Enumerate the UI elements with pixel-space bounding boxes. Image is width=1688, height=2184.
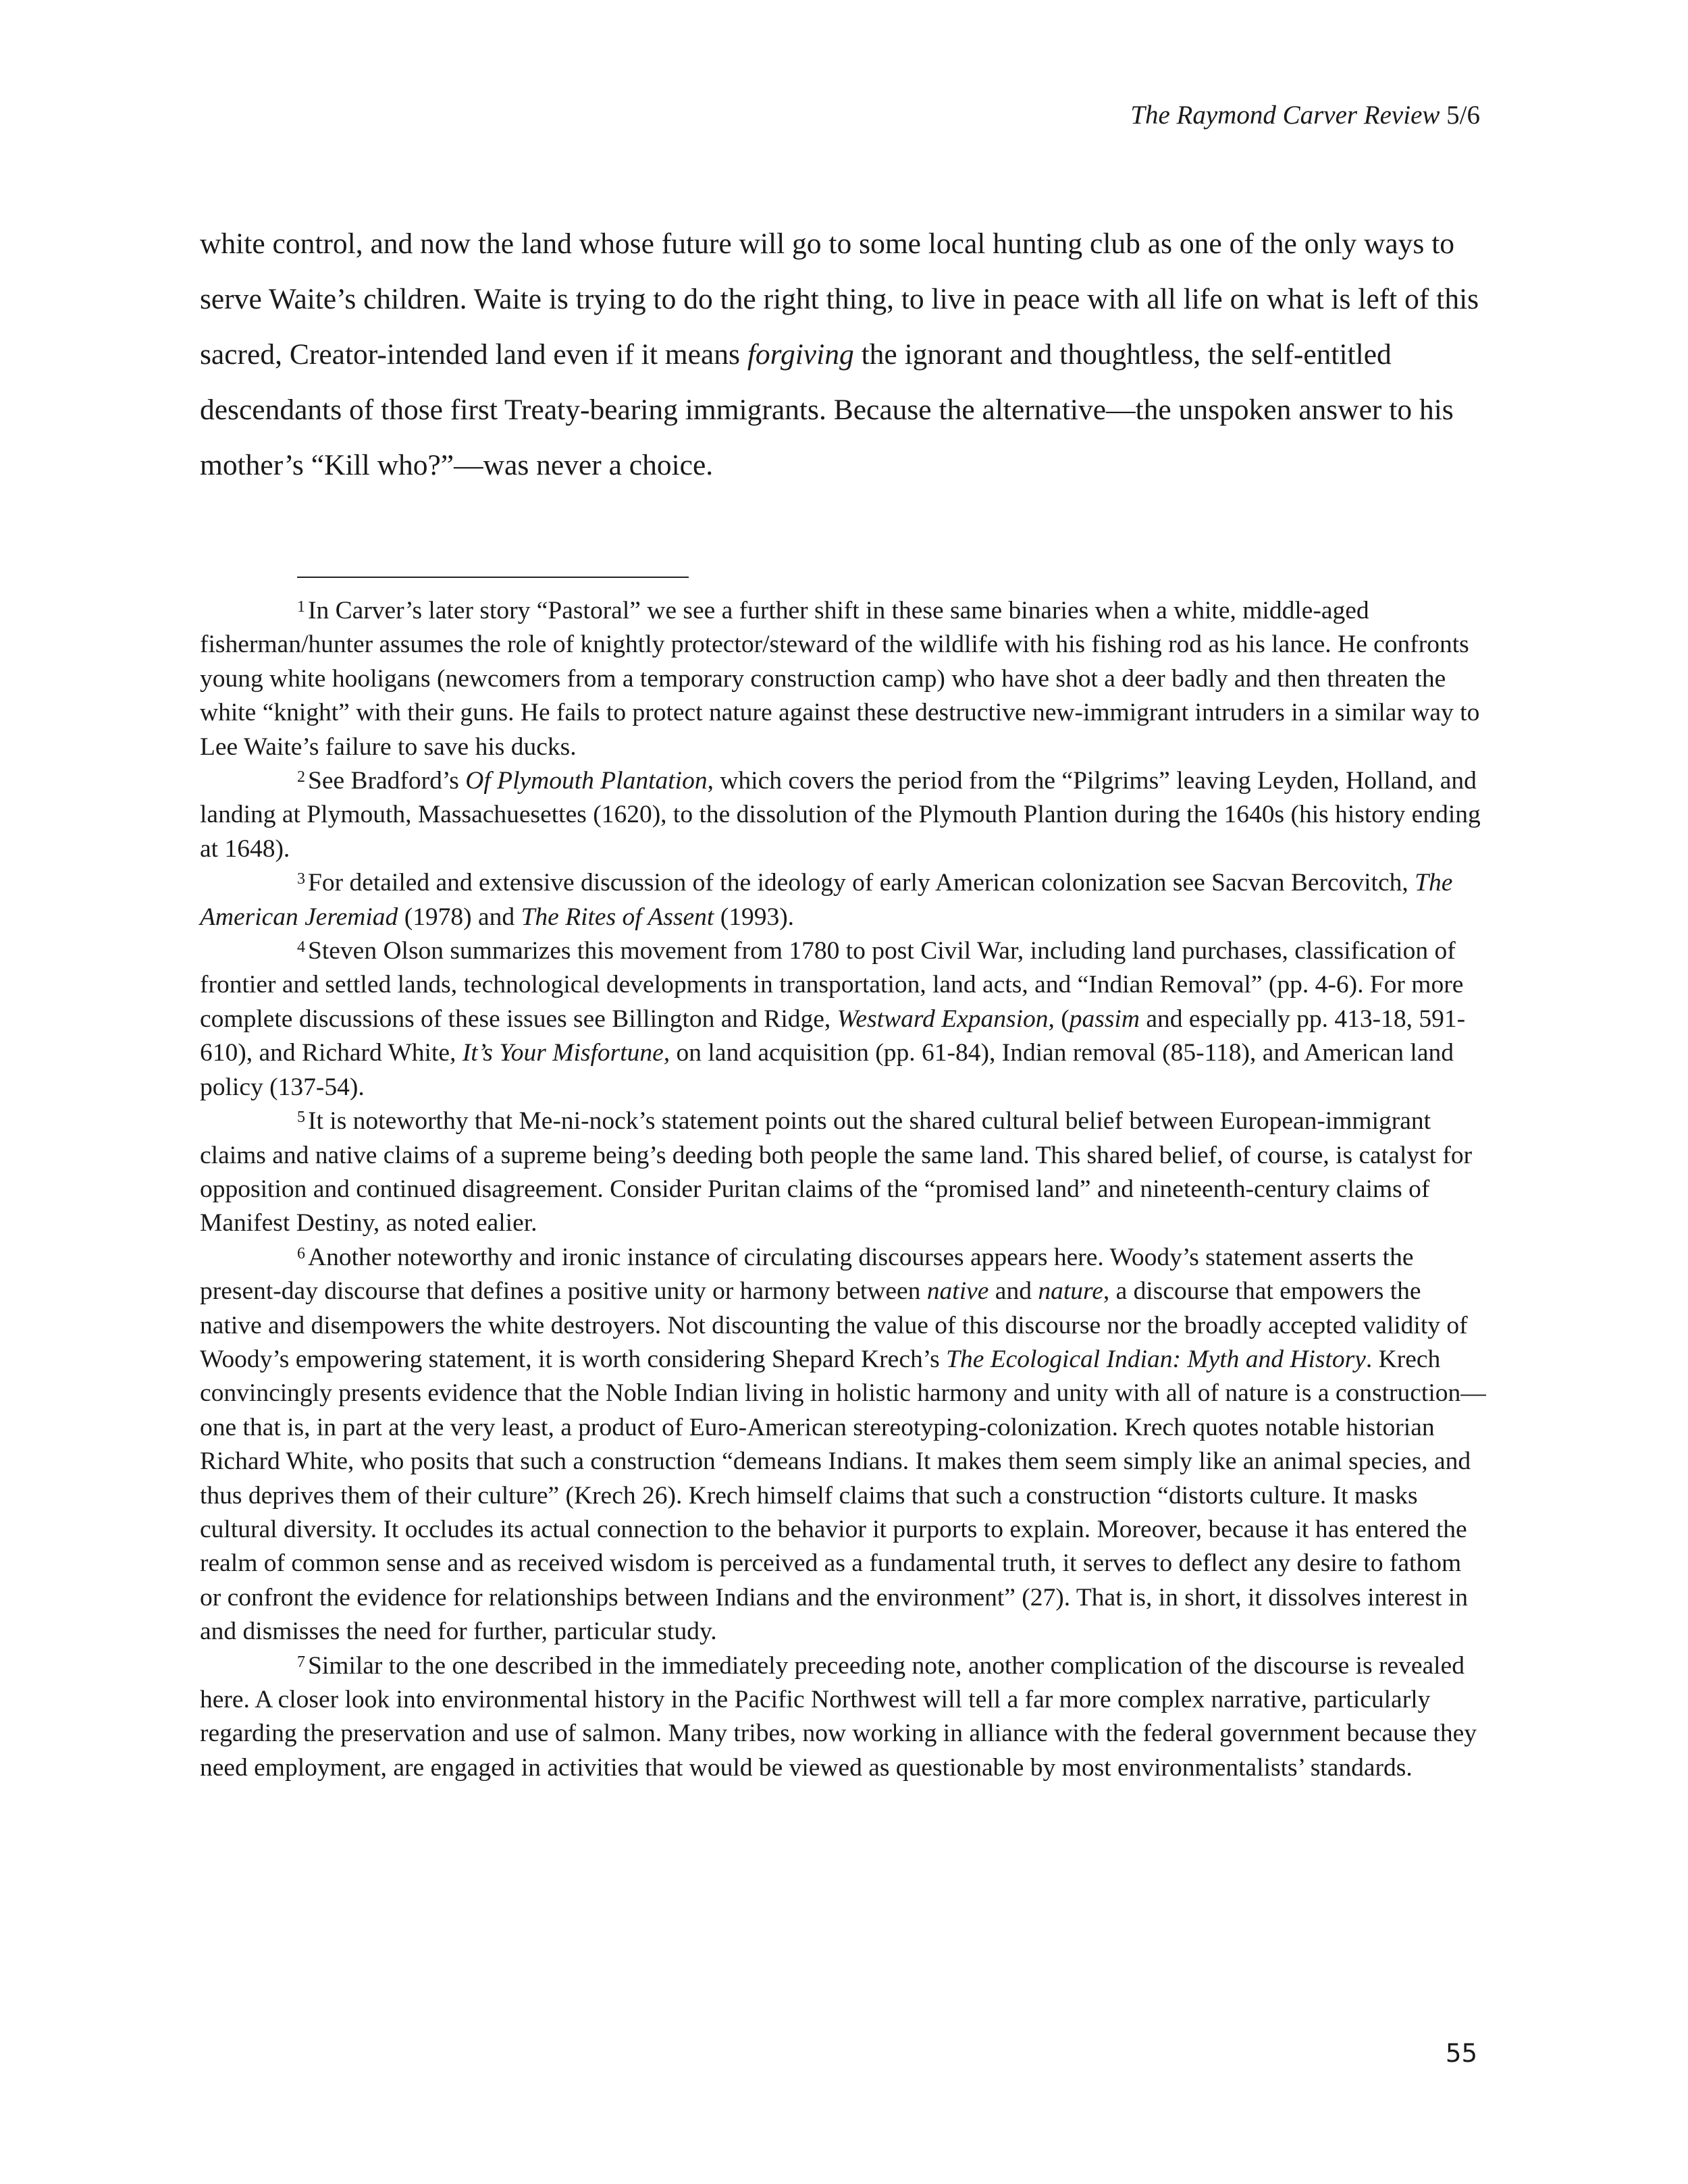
- footnote-text: (1993).: [714, 903, 795, 931]
- footnote-number: 5: [297, 1109, 305, 1127]
- issue-number: 5/6: [1446, 101, 1480, 130]
- footnote-italic: The American Jeremiad: [200, 869, 1453, 931]
- footnote-7: [200, 1649, 1486, 1786]
- footnote-text: and: [988, 1277, 1038, 1306]
- footnote-text: , which covers the period from the “Pilgrims” leaving Leyden, Holland, and landing at Plymouth, Massachuesettes (1620), to the dissolution of the Plymouth Plantion during the 1640s (his history ending at 1648).: [200, 767, 1481, 863]
- footnote-text: For detailed and extensive discussion of the ideology of early American colonization see Sacvan Bercovitch,: [308, 869, 1415, 897]
- body-text-segment: white control, and now the land whose future will go to some local hunting club as one of the only ways to serve Waite’s children. Waite is trying to do the right thing, to live in peace with all life on what is left of this sacred, Creator-intended land even if it means: [200, 228, 1479, 371]
- footnote-number: 3: [297, 870, 305, 888]
- footnote-number: 6: [297, 1244, 305, 1262]
- footnote-italic: Westward Expansion,: [837, 1005, 1055, 1033]
- footnote-1: [200, 594, 1486, 764]
- footnote-6: [200, 1241, 1486, 1649]
- footnote-text: In Carver’s later story “Pastoral” we see a further shift in these same binaries when a white, middle-aged fisherman/hunter assumes the role of knightly protector/steward of the wildlife with his fishing rod as his lance. He confronts young white hooligans (newcomers from a temporary construction camp) who have shot a deer badly and then threaten the white “knight” with their guns. He fails to protect nature against these destructive new-immigrant intruders in a similar way to Lee Waite’s failure to save his ducks.: [200, 597, 1480, 761]
- footnote-text: Another noteworthy and ironic instance of circulating discourses appears here. Woody’s statement asserts the present-day discourse that defines a positive unity or harmony between: [200, 1243, 1414, 1306]
- running-header: [1130, 100, 1480, 130]
- footnote-4: [200, 934, 1486, 1104]
- footnote-number: 4: [297, 938, 305, 957]
- footnote-separator: [297, 577, 689, 578]
- footnote-text: (: [1054, 1005, 1070, 1033]
- footnote-3: [200, 866, 1486, 934]
- footnote-text: Steven Olson summarizes this movement from 1780 to post Civil War, including land purchases, classification of frontier and settled lands, technological developments in transportation, land acts, and “Indian Removal” (pp. 4-6). For more complete discussions of these issues see Billington and Ridge,: [200, 937, 1464, 1033]
- footnote-italic: native: [926, 1277, 989, 1306]
- footnote-text: It is noteworthy that Me-ni-nock’s statement points out the shared cultural belief between European-immigrant claims and native claims of a supreme being’s deeding both people the same land. This shared belief, of course, is catalyst for opposition and continued disagreement. Consider Puritan claims of the “promised land” and nineteenth-century claims of Manifest Destiny, as noted ealier.: [200, 1107, 1473, 1237]
- footnote-text: . Krech convincingly presents evidence that the Noble Indian living in holistic harmony and unity with all of nature is a construction—one that is, in part at the very least, a product of Euro-American stereotyping-colonization. Krech quotes notable historian Richard White, who posits that such a construction “demeans Indians. It makes them seem simply like an animal species, and thus deprives them of their culture” (Krech 26). Krech himself claims that such a construction “distorts culture. It masks cultural diversity. It occludes its actual connection to the behavior it purports to explain. Moreover, because it has entered the realm of common sense and as received wisdom is perceived as a fundamental truth, it serves to deflect any desire to fathom or confront the evidence for relationships between Indians and the environment” (27). That is, in short, it dissolves interest in and dismisses the need for further, particular study.: [200, 1345, 1486, 1646]
- footnote-italic: , It’s Your Misfortune,: [450, 1039, 670, 1067]
- footnote-italic: nature: [1038, 1277, 1103, 1306]
- footnote-italic: Of Plymouth Plantation: [465, 767, 708, 795]
- footnote-text: and especially pp. 413-18, 591-610), and Richard White: [200, 1005, 1466, 1067]
- body-text-segment: the ignorant and thoughtless, the self-entitled descendants of those first Treaty-bearing immigrants. Because the alternative—the unspoken answer to his mother’s “Kill who?”—was never a choice.: [200, 338, 1454, 481]
- footnote-2: [200, 764, 1486, 866]
- footnote-number: 2: [297, 768, 305, 787]
- journal-title: The Raymond Carver Review: [1130, 101, 1440, 130]
- body-text: [200, 216, 1489, 493]
- footnote-number: 7: [297, 1653, 305, 1671]
- footnote-italic: The Ecological Indian: Myth and History: [946, 1345, 1366, 1373]
- footnotes: [200, 594, 1486, 1785]
- body-paragraph: [200, 216, 1489, 493]
- footnote-italic: The Rites of Assent: [521, 903, 714, 931]
- body-emphasis: forgiving: [747, 338, 854, 371]
- footnote-5: [200, 1104, 1486, 1241]
- footnote-text: , a discourse that empowers the native and disempowers the white destroyers. Not discounting the value of this discourse nor the broadly accepted validity of Woody’s empowering statement, it is worth considering Shepard Krech’s: [200, 1277, 1468, 1373]
- footnote-text: on land acquisition (pp. 61-84), Indian removal (85-118), and American land policy (137-54).: [200, 1039, 1454, 1101]
- footnote-italic: passim: [1069, 1005, 1140, 1033]
- footnote-text: Similar to the one described in the immediately preceeding note, another complication of the discourse is revealed here. A closer look into environmental history in the Pacific Northwest will tell a far more complex narrative, particularly regarding the preservation and use of salmon. Many tribes, now working in alliance with the federal government because they need employment, are engaged in activities that would be viewed as questionable by most environmentalists’ standards.: [200, 1651, 1477, 1782]
- footnote-text: (1978) and: [398, 903, 521, 931]
- footnote-text: See Bradford’s: [308, 767, 466, 795]
- footnote-number: 1: [297, 598, 305, 616]
- page-number: 55: [1445, 2039, 1477, 2068]
